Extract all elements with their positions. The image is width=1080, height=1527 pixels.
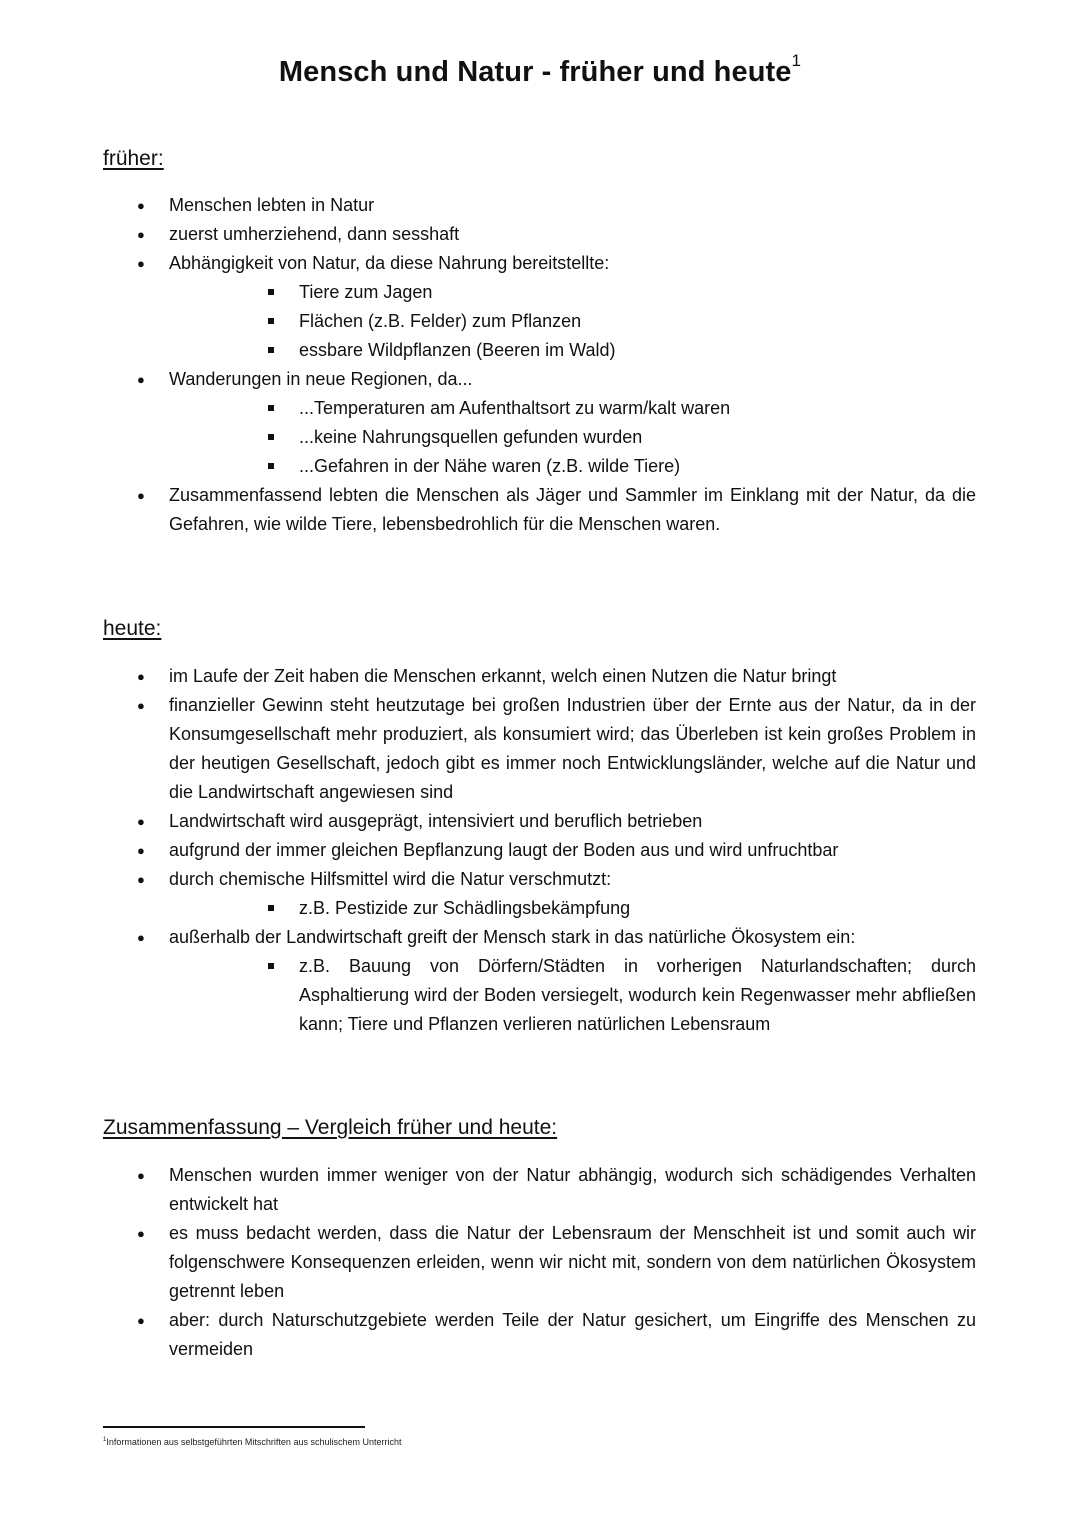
square-bullet-icon xyxy=(268,405,274,411)
sub-list-item xyxy=(299,336,976,365)
sub-list-item-text: ...keine Nahrungsquellen gefunden wurden xyxy=(299,427,643,447)
square-bullet-icon xyxy=(268,318,274,324)
list-item-text: aufgrund der immer gleichen Bepflanzung laugt der Boden aus und wird unfruchtbar xyxy=(169,840,839,860)
list-item-text: es muss bedacht werden, dass die Natur der Lebensraum der Menschheit ist und somit auch wir folgenschwere Konsequenzen erleiden, wenn wir nicht mit, sondern von dem natürlichen Ökosystem getrennt leben xyxy=(169,1223,976,1301)
list-item xyxy=(137,662,976,691)
list-item xyxy=(137,191,976,220)
bullet-icon: ● xyxy=(137,814,145,829)
section-summary-list xyxy=(0,1161,1080,1364)
list-item xyxy=(137,365,976,394)
list-item xyxy=(137,836,976,865)
sub-list-item-text: Flächen (z.B. Felder) zum Pflanzen xyxy=(299,311,582,331)
bullet-icon: ● xyxy=(137,669,145,684)
list-item xyxy=(137,220,976,249)
section-heading-frueher: früher: xyxy=(103,147,164,170)
list-item xyxy=(137,1306,976,1364)
square-bullet-icon xyxy=(268,463,274,469)
list-item-text: Zusammenfassend lebten die Menschen als Jäger und Sammler im Einklang mit der Natur, da die Gefahren, wie wilde Tiere, lebensbedrohlich für die Menschen waren. xyxy=(169,485,976,534)
bullet-icon: ● xyxy=(137,872,145,887)
list-item xyxy=(137,481,976,539)
sub-list-item-text: essbare Wildpflanzen (Beeren im Wald) xyxy=(299,340,616,360)
bullet-icon: ● xyxy=(137,930,145,945)
list-item-text: zuerst umherziehend, dann sesshaft xyxy=(169,224,460,244)
list-item-text: Menschen wurden immer weniger von der Natur abhängig, wodurch sich schädigendes Verhalten entwickelt hat xyxy=(169,1165,976,1214)
section-heading-heute: heute: xyxy=(103,617,162,640)
bullet-icon: ● xyxy=(137,1168,145,1183)
bullet-icon: ● xyxy=(137,372,145,387)
list-item xyxy=(137,807,976,836)
square-bullet-icon xyxy=(268,905,274,911)
list-item xyxy=(137,249,976,278)
footnote-mark: 1 xyxy=(103,1437,107,1443)
sub-list-item xyxy=(299,394,976,423)
list-item-text: aber: durch Naturschutzgebiete werden Teile der Natur gesichert, um Eingriffe des Menschen zu vermeiden xyxy=(169,1310,976,1359)
bullet-icon: ● xyxy=(137,1226,145,1241)
bullet-icon: ● xyxy=(137,198,145,213)
section-heute-list xyxy=(0,662,1080,1039)
bullet-icon: ● xyxy=(137,843,145,858)
square-bullet-icon xyxy=(268,347,274,353)
sub-list-item-text: ...Temperaturen am Aufenthaltsort zu warm/kalt waren xyxy=(299,398,731,418)
sub-list-item xyxy=(299,423,976,452)
list-item-text: im Laufe der Zeit haben die Menschen erkannt, welch einen Nutzen die Natur bringt xyxy=(169,666,837,686)
list-item-text: Menschen lebten in Natur xyxy=(169,195,375,215)
list-item-text: Wanderungen in neue Regionen, da... xyxy=(169,369,473,389)
sub-list-item xyxy=(299,952,976,1039)
sub-list-item-text: Tiere zum Jagen xyxy=(299,282,433,302)
list-item xyxy=(137,923,976,952)
sub-list-item-text: ...Gefahren in der Nähe waren (z.B. wilde Tiere) xyxy=(299,456,681,476)
list-item xyxy=(137,865,976,894)
sub-list-item-text: z.B. Bauung von Dörfern/Städten in vorherigen Naturlandschaften; durch Asphaltierung wird der Boden versiegelt, wodurch kein Regenwasser mehr abfließen kann; Tiere und Pflanzen verlieren natürlichen Lebensraum xyxy=(299,956,976,1034)
list-item-text: Abhängigkeit von Natur, da diese Nahrung bereitstellte: xyxy=(169,253,610,273)
square-bullet-icon xyxy=(268,289,274,295)
bullet-icon: ● xyxy=(137,227,145,242)
sub-list-item xyxy=(299,307,976,336)
square-bullet-icon xyxy=(268,963,274,969)
section-heading-summary: Zusammenfassung – Vergleich früher und heute: xyxy=(103,1116,558,1139)
sub-list-item xyxy=(299,278,976,307)
footnote-reference: 1 xyxy=(791,51,802,70)
bullet-icon: ● xyxy=(137,256,145,271)
section-frueher-list xyxy=(0,191,1080,539)
list-item xyxy=(137,1161,976,1219)
list-item-text: durch chemische Hilfsmittel wird die Natur verschmutzt: xyxy=(169,869,612,889)
page-title xyxy=(0,51,1080,89)
list-item xyxy=(137,691,976,807)
sub-list-item xyxy=(299,894,976,923)
list-item-text: finanzieller Gewinn steht heutzutage bei großen Industrien über der Ernte aus der Natur, da in der Konsumgesellschaft mehr produziert, als konsumiert wird; das Überleben ist kein großes Problem in der heutigen Gesellschaft, jedoch gibt es immer noch Entwicklungsländer, welche auf die Natur und die Landwirtschaft angewiesen sind xyxy=(169,695,976,802)
bullet-icon: ● xyxy=(137,488,145,503)
list-item-text: Landwirtschaft wird ausgeprägt, intensiviert und beruflich betrieben xyxy=(169,811,703,831)
footnote-separator xyxy=(103,1426,365,1428)
footnote xyxy=(103,1437,401,1447)
sub-list-item-text: z.B. Pestizide zur Schädlingsbekämpfung xyxy=(299,898,631,918)
list-item-text: außerhalb der Landwirtschaft greift der Mensch stark in das natürliche Ökosystem ein: xyxy=(169,927,856,947)
bullet-icon: ● xyxy=(137,698,145,713)
page-title-text: Mensch und Natur - früher und heute xyxy=(278,56,792,88)
sub-list-item xyxy=(299,452,976,481)
square-bullet-icon xyxy=(268,434,274,440)
footnote-text: Informationen aus selbstgeführten Mitschriften aus schulischem Unterricht xyxy=(106,1437,402,1447)
bullet-icon: ● xyxy=(137,1313,145,1328)
list-item xyxy=(137,1219,976,1306)
